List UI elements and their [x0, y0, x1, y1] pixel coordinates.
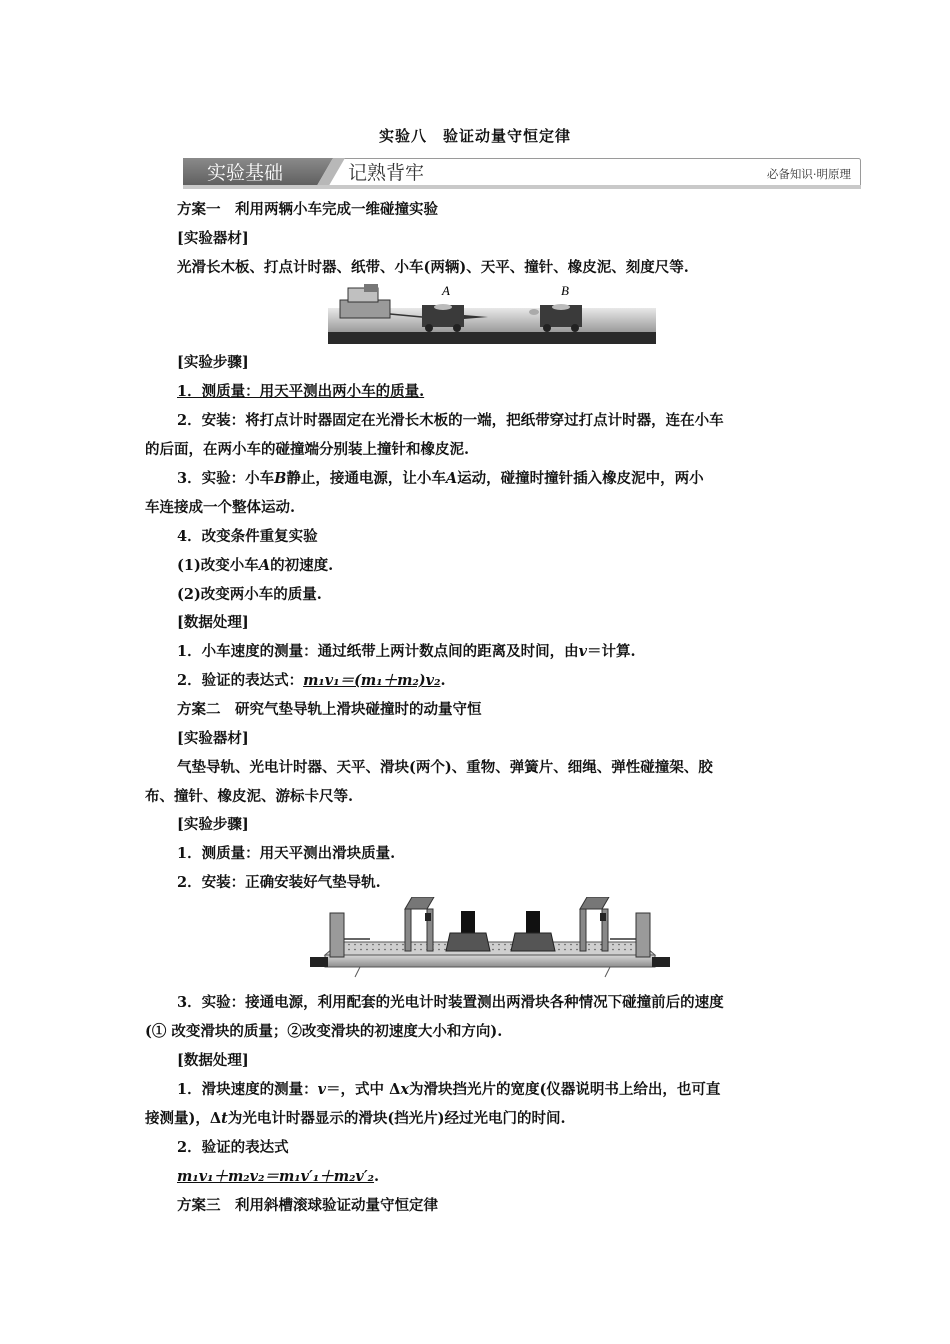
step-text: (2)改变两小车的质量.: [177, 586, 322, 603]
scheme-two-heading: 方案二 研究气垫导轨上滑块碰撞时的动量守恒: [177, 701, 482, 718]
cart-collision-figure: [328, 284, 656, 344]
banner-mid-label: 记熟背牢: [347, 163, 425, 184]
air-track-figure: [310, 897, 670, 979]
data-text: 2．验证的表达式：m₁v₁＝(m₁＋m₂)v₂.: [177, 672, 446, 689]
step-text: (① 改变滑块的质量；②改变滑块的初速度大小和方向).: [145, 1023, 503, 1040]
data-text: 1．滑块速度的测量：v＝，式中 Δx为滑块挡光片的宽度(仪器说明书上给出，也可直: [177, 1081, 721, 1098]
section-label: [实验器材]: [177, 230, 249, 247]
step-text: 车连接成一个整体运动.: [145, 499, 296, 516]
step-text: 3．实验：小车B静止，接通电源，让小车A运动，碰撞时撞针插入橡皮泥中，两小: [177, 470, 704, 487]
step-text: 1．测质量：用天平测出滑块质量.: [177, 845, 396, 862]
section-label: [实验步骤]: [177, 354, 249, 371]
banner-right-label: 必备知识·明原理: [766, 167, 851, 181]
section-banner: [183, 158, 861, 189]
equipment-text: 气垫导轨、光电计时器、天平、滑块(两个)、重物、弹簧片、细绳、弹性碰撞架、胶: [177, 759, 713, 776]
data-text: 2．验证的表达式: [177, 1139, 289, 1156]
step-text: 1．测质量：用天平测出两小车的质量.: [177, 383, 425, 400]
equipment-text: 布、撞针、橡皮泥、游标卡尺等.: [145, 788, 354, 805]
formula: m₁v₁＝(m₁＋m₂)v₂: [303, 672, 441, 689]
formula-line: m₁v₁＋m₂v₂＝m₁v′₁＋m₂v′₂.: [177, 1168, 380, 1185]
section-label: [数据处理]: [177, 614, 249, 631]
scheme-three-heading: 方案三 利用斜槽滚球验证动量守恒定律: [177, 1197, 438, 1214]
step-text: (1)改变小车A的初速度.: [177, 557, 334, 574]
banner-left-label: 实验基础: [206, 163, 284, 184]
document-title: 实验八 验证动量守恒定律: [378, 127, 571, 145]
cart-b-label: B: [561, 284, 569, 298]
step-text: 2．安装：将打点计时器固定在光滑长木板的一端，把纸带穿过打点计时器，连在小车: [177, 412, 724, 429]
step-text: 3．实验：接通电源，利用配套的光电计时装置测出两滑块各种情况下碰撞前后的速度: [177, 994, 724, 1011]
step-text: 4．改变条件重复实验: [177, 528, 318, 545]
formula: m₁v₁＋m₂v₂＝m₁v′₁＋m₂v′₂: [177, 1168, 375, 1185]
step-text: 的后面，在两小车的碰撞端分别装上撞针和橡皮泥.: [145, 441, 470, 458]
step-text: 2．安装：正确安装好气垫导轨.: [177, 874, 381, 891]
scheme-one-heading: 方案一 利用两辆小车完成一维碰撞实验: [177, 201, 438, 218]
cart-a-label: A: [442, 284, 450, 298]
section-label: [实验步骤]: [177, 816, 249, 833]
data-text: 1．小车速度的测量：通过纸带上两计数点间的距离及时间，由v＝计算.: [177, 643, 636, 660]
section-label: [数据处理]: [177, 1052, 249, 1069]
section-label: [实验器材]: [177, 730, 249, 747]
equipment-text: 光滑长木板、打点计时器、纸带、小车(两辆)、天平、撞针、橡皮泥、刻度尺等.: [177, 259, 689, 276]
data-text: 接测量)，Δt为光电计时器显示的滑块(挡光片)经过光电门的时间.: [145, 1110, 566, 1127]
